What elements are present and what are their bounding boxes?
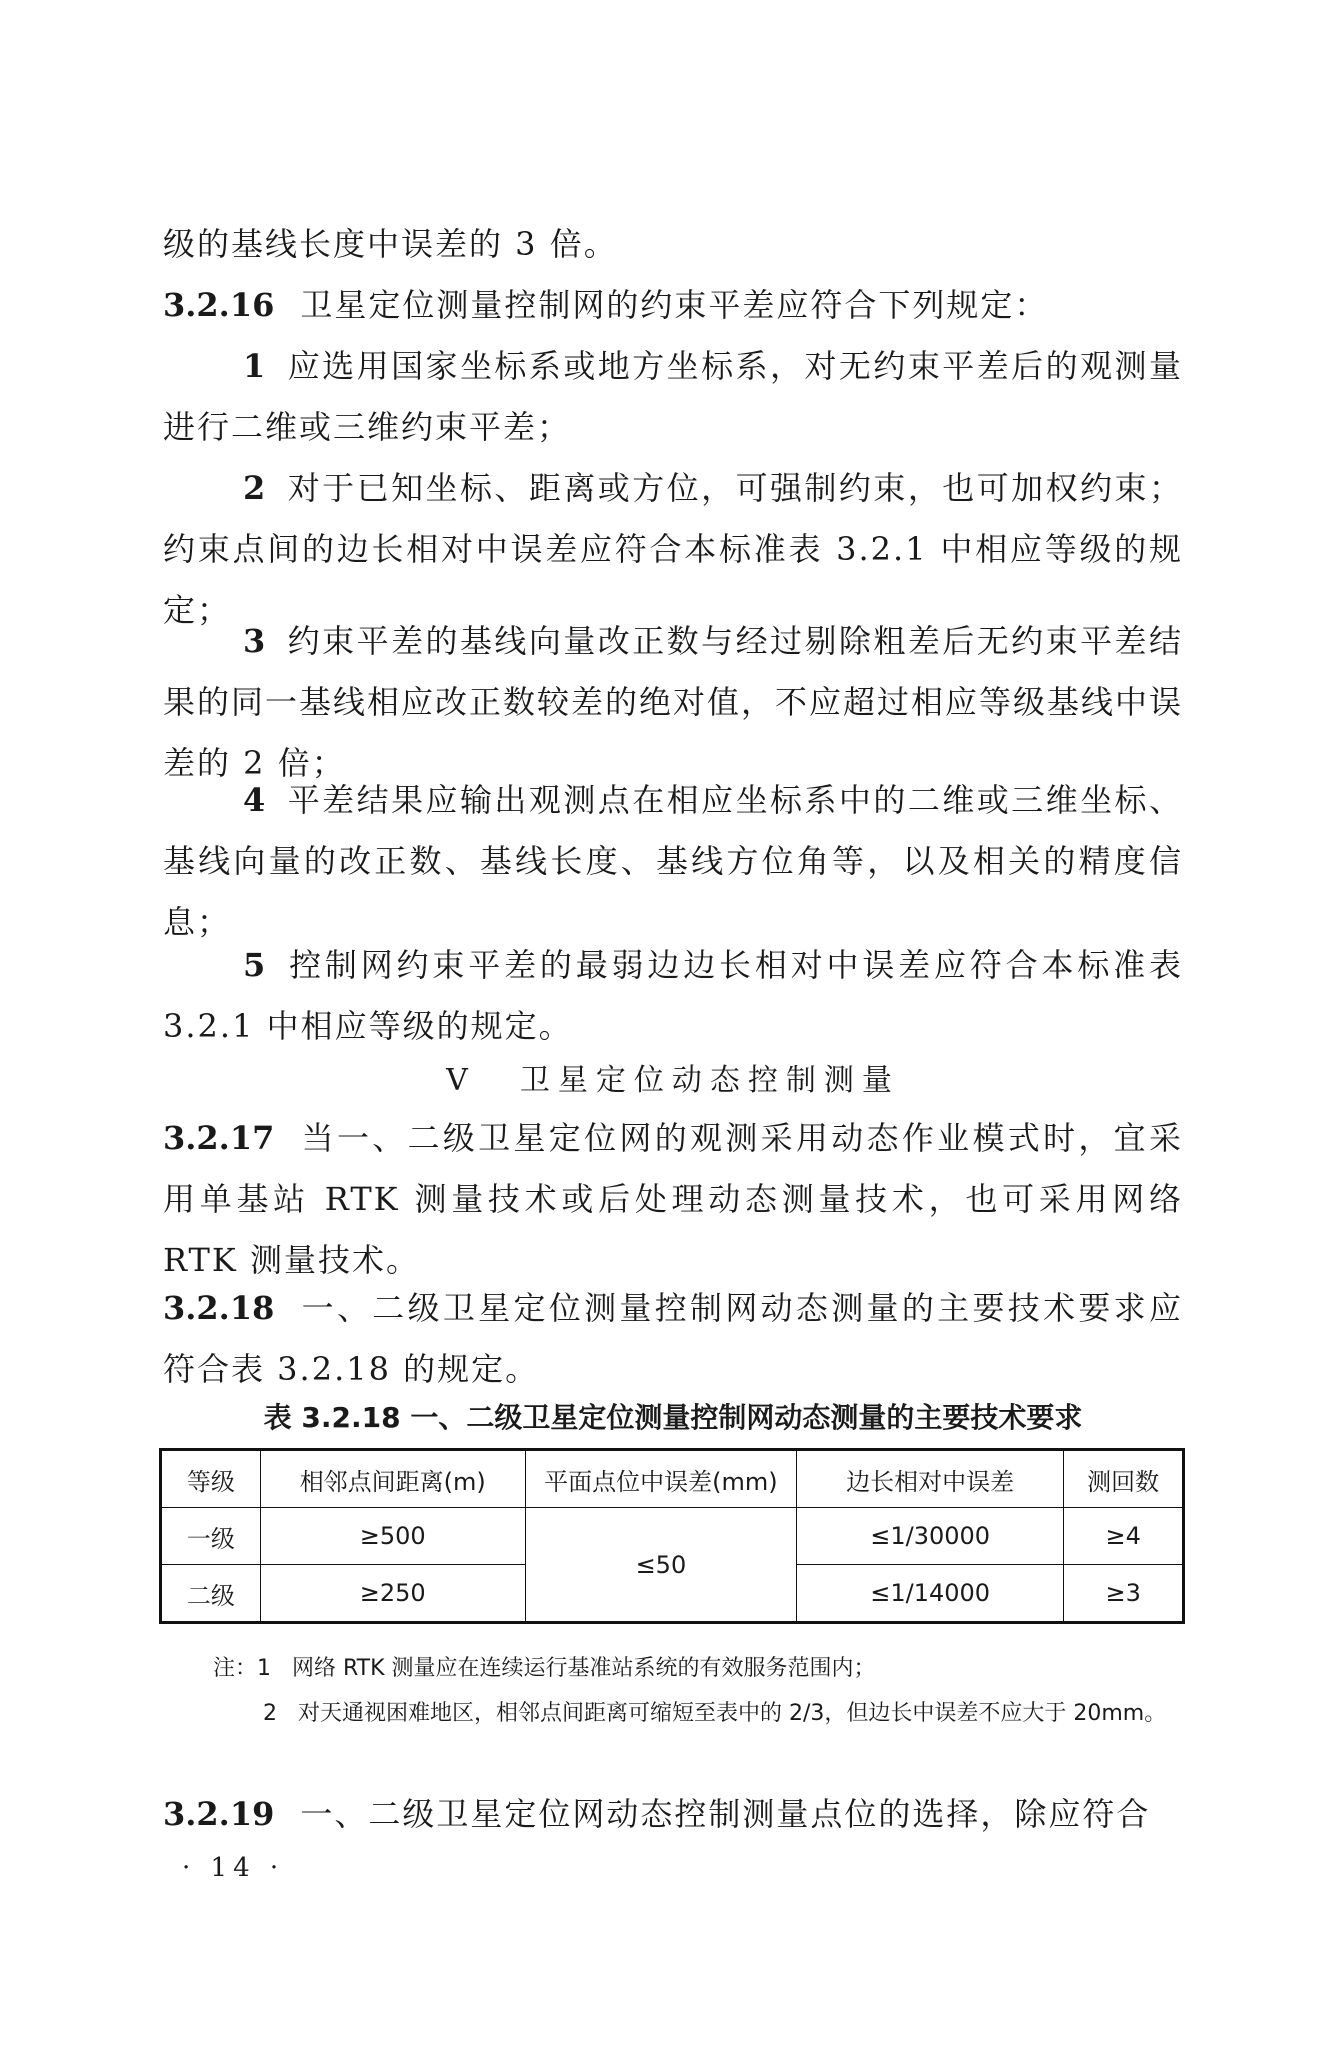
clause-3-2-18 [163,1278,1183,1400]
cell-grade: 一级 [161,1508,261,1565]
note-text: 对天通视困难地区，相邻点间距离可缩短至表中的 2/3，但边长中误差不应大于 20mm。 [297,1701,1167,1726]
item-number: 4 [243,781,266,819]
cell-distance: ≥500 [260,1508,525,1565]
notes-label: 注： [213,1656,258,1681]
header-relative-error: 边长相对中误差 [796,1450,1063,1508]
item-text: 控制网约束平差的最弱边边长相对中误差应符合本标准表 3.2.1 中相应等级的规定。 [163,946,1183,1045]
item-5 [163,935,1183,1057]
item-number: 2 [243,469,266,507]
cell-relative-error: ≤1/14000 [796,1565,1063,1623]
header-rounds: 测回数 [1064,1450,1184,1508]
item-text: 应选用国家坐标系或地方坐标系，对无约束平差后的观测量进行二维或三维约束平差； [163,347,1183,446]
clause-text: 一、二级卫星定位网动态控制测量点位的选择，除应符合 [300,1795,1151,1833]
item-text: 平差结果应输出观测点在相应坐标系中的二维或三维坐标、基线向量的改正数、基线长度、基线方位角等，以及相关的精度信息； [163,781,1183,941]
cell-distance: ≥250 [260,1565,525,1623]
header-grade: 等级 [161,1450,261,1508]
item-1 [163,336,1183,458]
item-number: 1 [243,347,266,385]
clause-number: 3.2.16 [163,286,275,324]
item-text: 约束平差的基线向量改正数与经过剔除粗差后无约束平差结果的同一基线相应改正数较差的绝对值，不应超过相应等级基线中误差的 2 倍； [163,622,1184,782]
section-heading [163,1055,1183,1099]
item-number: 5 [243,946,266,984]
note-number: 1 [257,1656,272,1681]
clause-text: 一、二级卫星定位测量控制网动态测量的主要技术要求应符合表 3.2.18 的规定。 [163,1289,1183,1388]
section-title: 卫星定位动态控制测量 [519,1063,900,1098]
paragraph-continuation: 级的基线长度中误差的 3 倍。 [163,225,618,263]
table-header-row [161,1450,1184,1508]
cell-rounds: ≥4 [1064,1508,1184,1565]
clause-number: 3.2.19 [163,1795,275,1833]
clause-3-2-17 [163,1108,1183,1291]
header-distance: 相邻点间距离(m) [260,1450,525,1508]
table-caption: 表 3.2.18 一、二级卫星定位测量控制网动态测量的主要技术要求 [263,1401,1083,1434]
clause-number: 3.2.17 [163,1119,275,1157]
clause-3-2-16 [163,275,1183,336]
clause-text: 卫星定位测量控制网的约束平差应符合下列规定： [300,286,1049,324]
clause-number: 3.2.18 [163,1289,275,1327]
clause-3-2-19 [163,1784,1183,1845]
clause-text: 当一、二级卫星定位网的观测采用动态作业模式时，宜采用单基站 RTK 测量技术或后处理动态测量技术，也可采用网络 RTK 测量技术。 [163,1119,1183,1279]
page-number: · 14 · [182,1853,285,1883]
item-3 [163,611,1183,794]
requirements-table [159,1448,1185,1624]
cell-position-error: ≤50 [525,1508,796,1623]
cell-relative-error: ≤1/30000 [796,1508,1063,1565]
cell-rounds: ≥3 [1064,1565,1184,1623]
note-number: 2 [263,1701,277,1726]
item-text: 对于已知坐标、距离或方位，可强制约束，也可加权约束；约束点间的边长相对中误差应符合本标准表 3.2.1 中相应等级的规定； [163,469,1183,629]
note-text: 网络 RTK 测量应在连续运行基准站系统的有效服务范围内； [292,1656,876,1681]
section-roman-numeral: Ⅴ [446,1063,476,1098]
item-number: 3 [243,622,266,660]
table-notes [213,1646,1183,1736]
item-4 [163,770,1183,953]
table-row [161,1508,1184,1565]
header-position-error: 平面点位中误差(mm) [525,1450,796,1508]
cell-grade: 二级 [161,1565,261,1623]
note-1 [213,1646,1183,1691]
note-2 [213,1691,1183,1736]
